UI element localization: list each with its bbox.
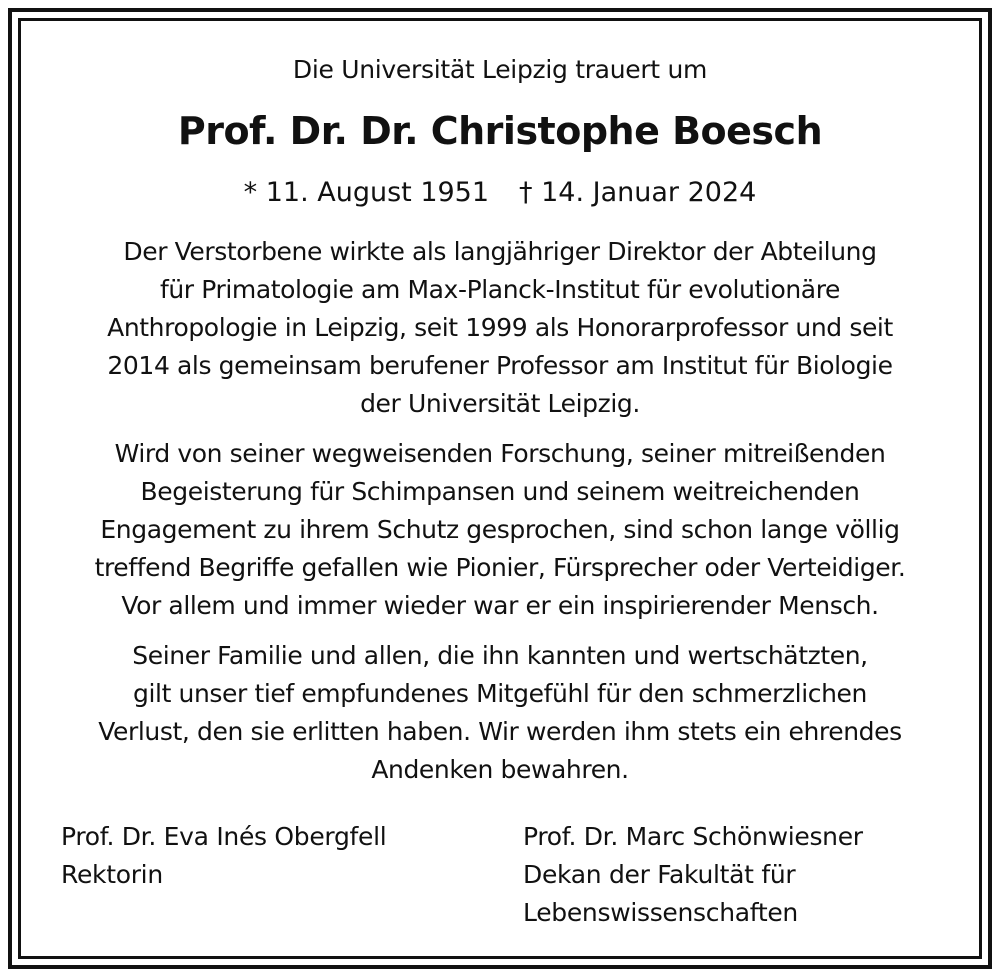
signatory-title: Dekan der Fakultät für [523,860,796,889]
life-dates [21,175,979,211]
death-date: † 14. Januar 2024 [519,177,757,208]
signatory-name: Prof. Dr. Eva Inés Obergfell [61,822,387,851]
paragraph-career: Der Verstorbene wirkte als langjähriger Direktor der Abteilung für Primatologie am Max-Planck-Institut für evolutionäre Anthropologie in Leipzig, seit 1999 als Honorarprofessor und seit 2014 als gemeinsam berufener Professor am Institut für Biologie der Universität Leipzig. [107,237,893,418]
signatory-title: Rektorin [61,860,163,889]
signatory-rector [61,818,386,894]
paragraph-condolence: Seiner Familie und allen, die ihn kannten und wertschätzten, gilt unser tief empfundenes Mitgefühl für den schmerzlichen Verlust, den sie erlitten haben. Wir werden ihm stets ein ehrendes Andenken bewahren. [98,641,902,784]
signatory-dean [523,818,863,932]
intro-line: Die Universität Leipzig trauert um [292,55,708,84]
signatory-title: Lebenswissenschaften [523,898,798,927]
birth-date: * 11. August 1951 [243,177,490,208]
obituary-notice [21,21,979,956]
signatory-name: Prof. Dr. Marc Schönwiesner [523,822,863,851]
deceased-name: Prof. Dr. Dr. Christophe Boesch [177,109,823,153]
paragraph-tribute: Wird von seiner wegweisenden Forschung, seiner mitreißenden Begeisterung für Schimpansen und seinem weitreichenden Engagement zu ihrem Schutz gesprochen, sind schon lange völlig treffend Begriffe gefallen wie Pionier, Fürsprecher oder Verteidiger. Vor allem und immer wieder war er ein inspirierender Mensch. [94,439,906,620]
